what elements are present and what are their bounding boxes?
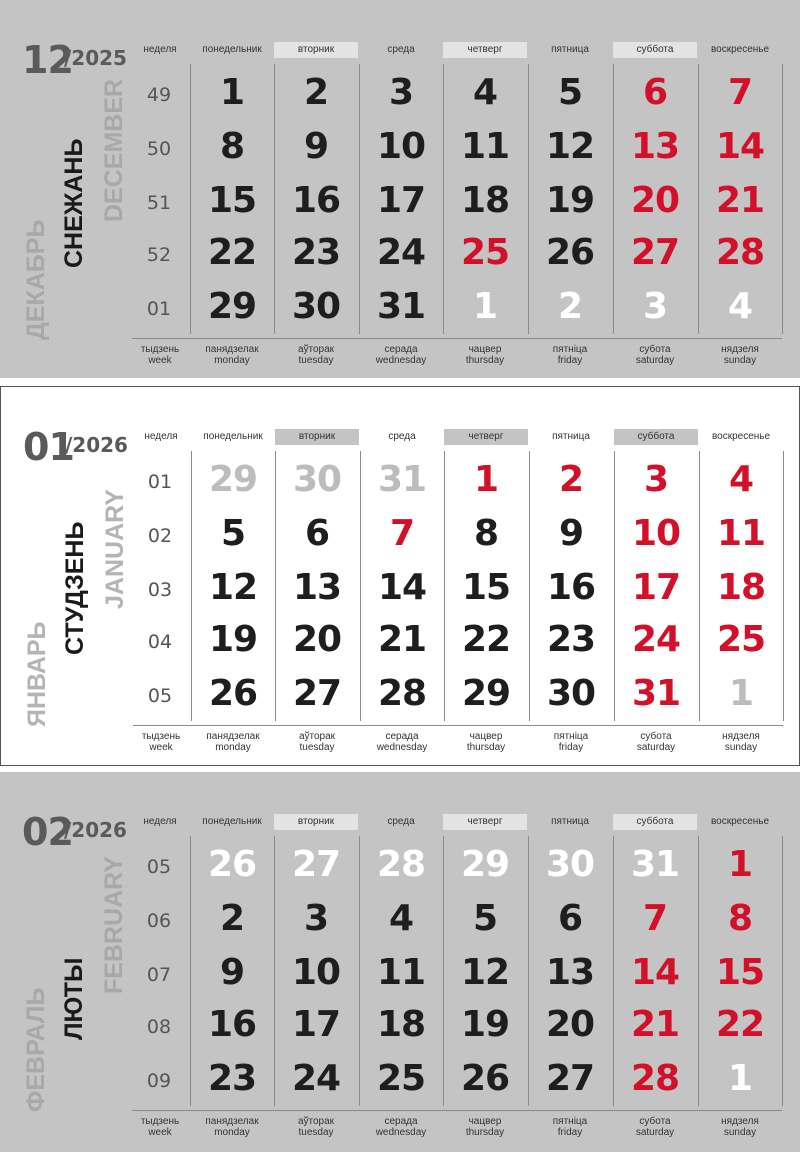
footer-line: week [148, 355, 172, 366]
day-cell: 15 [715, 952, 765, 993]
day-cell: 17 [291, 1004, 341, 1045]
month-name-by: СТУДЗЕНЬ [61, 521, 89, 655]
footer-line: friday [557, 355, 583, 366]
day-cell: 4 [388, 898, 414, 939]
day-cell: 14 [630, 952, 680, 993]
day-cell: 26 [545, 232, 595, 273]
footer-line: субота [640, 731, 672, 742]
day-header: среда [388, 431, 416, 442]
day-cell: 29 [208, 459, 258, 500]
year-label: /2025 [64, 46, 127, 70]
footer-day-label [443, 344, 527, 366]
footer-day-label [275, 731, 359, 753]
footer-day-label [190, 1116, 274, 1138]
month-number: 01 [23, 425, 74, 469]
day-cell: 13 [545, 952, 595, 993]
day-header: четверг [443, 814, 527, 830]
day-cell: 7 [642, 898, 668, 939]
footer-day-label [613, 1116, 697, 1138]
week-number: 06 [146, 910, 172, 932]
footer-line: чацвер [469, 731, 503, 742]
week-number: 49 [146, 84, 172, 106]
day-cell: 16 [291, 180, 341, 221]
day-cell: 2 [303, 72, 329, 113]
day-cell: 24 [376, 232, 426, 273]
day-cell: 19 [460, 1004, 510, 1045]
day-cell: 21 [377, 619, 427, 660]
day-cell: 13 [292, 567, 342, 608]
column-divider [782, 836, 783, 1106]
day-cell: 25 [376, 1058, 426, 1099]
month-name-en: DECEMBER [100, 78, 128, 222]
day-cell: 3 [388, 72, 414, 113]
day-cell: 30 [292, 459, 342, 500]
footer-day-label [699, 731, 783, 753]
day-cell: 18 [460, 180, 510, 221]
day-cell: 9 [303, 126, 329, 167]
day-cell: 17 [631, 567, 681, 608]
month-number: 02 [22, 810, 73, 854]
footer-line: thursday [465, 1127, 505, 1138]
footer-line: monday [214, 355, 250, 366]
day-header: понедельник [202, 816, 262, 827]
footer-rule [133, 725, 783, 726]
day-cell: 11 [460, 126, 510, 167]
month-name-en: JANUARY [101, 489, 129, 609]
day-cell: 27 [545, 1058, 595, 1099]
month-name-ru: ЯНВАРЬ [23, 621, 51, 727]
day-cell: 26 [208, 673, 258, 714]
day-cell: 18 [376, 1004, 426, 1045]
day-cell: 13 [630, 126, 680, 167]
day-header: суббота [613, 814, 697, 830]
footer-line: тыдзень [140, 1116, 180, 1127]
footer-line: saturday [635, 1127, 675, 1138]
day-cell: 2 [219, 898, 245, 939]
footer-line: пятніца [552, 1116, 588, 1127]
column-divider [783, 451, 784, 721]
day-cell: 21 [715, 180, 765, 221]
day-cell: 1 [472, 286, 498, 327]
footer-line: saturday [635, 355, 675, 366]
day-cell: 6 [557, 898, 583, 939]
footer-line: субота [639, 344, 671, 355]
footer-line: saturday [636, 742, 676, 753]
footer-line: нядзеля [721, 1116, 759, 1127]
day-cell: 22 [715, 1004, 765, 1045]
month-number: 12 [22, 38, 73, 82]
footer-day-label [274, 344, 358, 366]
footer-line: tuesday [299, 742, 335, 753]
month-name-en: FEBRUARY [100, 856, 128, 994]
day-cell: 29 [461, 673, 511, 714]
footer-line: sunday [723, 355, 757, 366]
day-cell: 27 [291, 844, 341, 885]
footer-line: wednesday [376, 742, 428, 753]
day-header: пятница [552, 431, 590, 442]
day-cell: 30 [546, 673, 596, 714]
day-cell: 21 [630, 1004, 680, 1045]
footer-day-label [614, 731, 698, 753]
footer-line: субота [639, 1116, 671, 1127]
day-cell: 3 [642, 286, 668, 327]
day-cell: 10 [376, 126, 426, 167]
footer-line: friday [557, 1127, 583, 1138]
day-header: суббота [613, 42, 697, 58]
day-cell: 3 [643, 459, 669, 500]
day-cell: 20 [545, 1004, 595, 1045]
day-cell: 27 [292, 673, 342, 714]
day-cell: 14 [377, 567, 427, 608]
footer-line: чацвер [468, 344, 502, 355]
footer-rule [132, 338, 782, 339]
footer-line: sunday [724, 742, 758, 753]
day-cell: 31 [630, 844, 680, 885]
day-cell: 1 [728, 673, 754, 714]
week-number: 50 [146, 138, 172, 160]
column-divider [782, 64, 783, 334]
day-cell: 29 [460, 844, 510, 885]
month-name-by: ЛЮТЫ [60, 957, 88, 1040]
day-header: суббота [614, 429, 698, 445]
footer-day-label [698, 344, 782, 366]
day-header: вторник [274, 814, 358, 830]
week-header: неделя [143, 44, 177, 55]
day-cell: 4 [472, 72, 498, 113]
day-cell: 10 [631, 513, 681, 554]
day-header: воскресенье [710, 44, 770, 55]
day-cell: 5 [220, 513, 246, 554]
footer-line: нядзеля [721, 344, 759, 355]
footer-line: wednesday [375, 355, 427, 366]
footer-line: monday [214, 1127, 250, 1138]
day-header: воскресенье [711, 431, 771, 442]
footer-day-label [190, 344, 274, 366]
day-cell: 15 [207, 180, 257, 221]
day-header: пятница [551, 816, 589, 827]
day-cell: 28 [715, 232, 765, 273]
footer-day-label [613, 344, 697, 366]
footer-line: week [149, 742, 173, 753]
day-header: вторник [275, 429, 359, 445]
month-panel [0, 0, 800, 378]
day-cell: 26 [460, 1058, 510, 1099]
footer-week-label [132, 1116, 188, 1138]
footer-line: серада [384, 344, 418, 355]
month-name-by: СНЕЖАНЬ [60, 138, 88, 268]
footer-line: sunday [723, 1127, 757, 1138]
month-panel [0, 386, 800, 766]
day-header: вторник [274, 42, 358, 58]
day-cell: 5 [557, 72, 583, 113]
day-cell: 22 [207, 232, 257, 273]
day-cell: 2 [558, 459, 584, 500]
day-cell: 11 [716, 513, 766, 554]
day-cell: 28 [376, 844, 426, 885]
day-cell: 20 [630, 180, 680, 221]
day-cell: 19 [208, 619, 258, 660]
week-number: 09 [146, 1070, 172, 1092]
footer-line: monday [215, 742, 251, 753]
footer-day-label [360, 731, 444, 753]
day-cell: 22 [461, 619, 511, 660]
day-header: среда [387, 44, 415, 55]
day-cell: 6 [642, 72, 668, 113]
day-cell: 9 [219, 952, 245, 993]
day-cell: 17 [376, 180, 426, 221]
week-number: 52 [146, 244, 172, 266]
footer-day-label [528, 344, 612, 366]
day-cell: 12 [460, 952, 510, 993]
day-header: четверг [444, 429, 528, 445]
footer-line: пятніца [552, 344, 588, 355]
footer-day-label [359, 344, 443, 366]
day-cell: 12 [545, 126, 595, 167]
day-cell: 30 [291, 286, 341, 327]
day-cell: 4 [727, 286, 753, 327]
day-header: пятница [551, 44, 589, 55]
day-cell: 1 [727, 844, 753, 885]
day-cell: 31 [377, 459, 427, 500]
day-cell: 8 [219, 126, 245, 167]
footer-day-label [191, 731, 275, 753]
week-number: 08 [146, 1016, 172, 1038]
footer-line: нядзеля [722, 731, 760, 742]
day-cell: 1 [219, 72, 245, 113]
week-header: неделя [143, 816, 177, 827]
day-cell: 31 [631, 673, 681, 714]
day-header: среда [387, 816, 415, 827]
year-label: /2026 [64, 818, 127, 842]
footer-line: аўторак [297, 1116, 335, 1127]
footer-line: панядзелак [205, 1116, 259, 1127]
day-cell: 11 [376, 952, 426, 993]
day-cell: 28 [630, 1058, 680, 1099]
week-number: 03 [147, 579, 173, 601]
footer-day-label [444, 731, 528, 753]
day-cell: 19 [545, 180, 595, 221]
footer-rule [132, 1110, 782, 1111]
day-cell: 25 [716, 619, 766, 660]
day-cell: 31 [376, 286, 426, 327]
week-number: 01 [147, 471, 173, 493]
month-name-ru: ФЕВРАЛЬ [22, 987, 50, 1112]
day-cell: 23 [207, 1058, 257, 1099]
day-cell: 24 [631, 619, 681, 660]
day-cell: 23 [546, 619, 596, 660]
footer-week-label [133, 731, 189, 753]
footer-line: thursday [465, 355, 505, 366]
footer-line: тыдзень [141, 731, 181, 742]
footer-day-label [443, 1116, 527, 1138]
day-cell: 27 [630, 232, 680, 273]
day-cell: 23 [291, 232, 341, 273]
day-cell: 8 [727, 898, 753, 939]
year-label: /2026 [65, 433, 128, 457]
day-cell: 7 [389, 513, 415, 554]
month-name-ru: ДЕКАБРЬ [22, 219, 50, 340]
day-cell: 9 [558, 513, 584, 554]
week-number: 51 [146, 192, 172, 214]
day-cell: 4 [728, 459, 754, 500]
day-cell: 8 [473, 513, 499, 554]
week-number: 02 [147, 525, 173, 547]
footer-line: tuesday [298, 1127, 334, 1138]
day-cell: 29 [207, 286, 257, 327]
day-cell: 3 [303, 898, 329, 939]
footer-line: серада [385, 731, 419, 742]
month-panel [0, 772, 800, 1152]
week-number: 01 [146, 298, 172, 320]
footer-line: панядзелак [205, 344, 259, 355]
day-header: воскресенье [710, 816, 770, 827]
day-cell: 12 [208, 567, 258, 608]
day-cell: 7 [727, 72, 753, 113]
day-cell: 2 [557, 286, 583, 327]
footer-line: week [148, 1127, 172, 1138]
footer-day-label [529, 731, 613, 753]
footer-day-label [528, 1116, 612, 1138]
day-header: четверг [443, 42, 527, 58]
week-number: 07 [146, 964, 172, 986]
footer-line: панядзелак [206, 731, 260, 742]
day-cell: 18 [716, 567, 766, 608]
footer-day-label [359, 1116, 443, 1138]
day-cell: 5 [472, 898, 498, 939]
day-cell: 1 [473, 459, 499, 500]
day-cell: 15 [461, 567, 511, 608]
footer-day-label [274, 1116, 358, 1138]
day-header: понедельник [203, 431, 263, 442]
footer-line: wednesday [375, 1127, 427, 1138]
day-cell: 30 [545, 844, 595, 885]
footer-line: friday [558, 742, 584, 753]
day-cell: 14 [715, 126, 765, 167]
day-cell: 16 [546, 567, 596, 608]
day-cell: 20 [292, 619, 342, 660]
footer-line: tuesday [298, 355, 334, 366]
footer-line: аўторак [297, 344, 335, 355]
day-cell: 1 [727, 1058, 753, 1099]
day-cell: 25 [460, 232, 510, 273]
footer-line: thursday [466, 742, 506, 753]
footer-day-label [698, 1116, 782, 1138]
footer-week-label [132, 344, 188, 366]
day-cell: 28 [377, 673, 427, 714]
day-cell: 6 [304, 513, 330, 554]
week-number: 05 [146, 856, 172, 878]
week-number: 05 [147, 685, 173, 707]
footer-line: аўторак [298, 731, 336, 742]
day-header: понедельник [202, 44, 262, 55]
footer-line: тыдзень [140, 344, 180, 355]
day-cell: 10 [291, 952, 341, 993]
week-number: 04 [147, 631, 173, 653]
day-cell: 24 [291, 1058, 341, 1099]
footer-line: пятніца [553, 731, 589, 742]
day-cell: 16 [207, 1004, 257, 1045]
footer-line: серада [384, 1116, 418, 1127]
day-cell: 26 [207, 844, 257, 885]
week-header: неделя [144, 431, 178, 442]
footer-line: чацвер [468, 1116, 502, 1127]
